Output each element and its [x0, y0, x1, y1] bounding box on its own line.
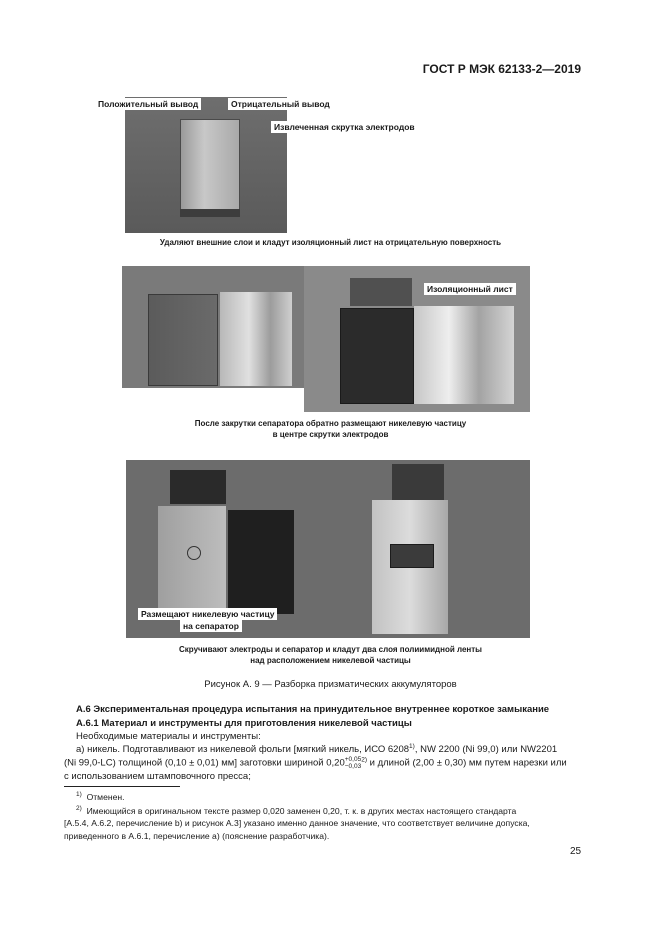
section-a6-heading: А.6 Экспериментальная процедура испытания на принудительное внутреннее короткое замыкание	[76, 704, 550, 715]
label-negative-terminal: Отрицательный вывод	[228, 98, 333, 110]
label-positive-terminal: Положительный вывод	[95, 98, 201, 110]
tolerance-plus: +0,05	[344, 756, 362, 763]
footnote-2-line1	[76, 805, 516, 816]
photo-roll-left	[122, 266, 304, 388]
photo2-caption-line2: в центре скрутки электродов	[272, 430, 389, 439]
tolerance	[345, 756, 361, 770]
item-a-line1-part2: , NW 2200 (Ni 99,0) или NW2201	[414, 744, 558, 756]
footnote-1-text: Отменен.	[86, 791, 125, 802]
dark-sheet	[148, 294, 218, 386]
roll-foil-right	[414, 306, 514, 404]
dark-insulation-sheet	[340, 308, 414, 404]
section-a61-heading: А.6.1 Материал и инструменты для приготовления никелевой частицы	[76, 718, 412, 729]
tab-top	[350, 278, 412, 306]
footnote-1-mark: 1)	[76, 791, 82, 798]
top-tab-right	[392, 464, 444, 504]
footnote-2-line3: приведенного в А.6.1, перечисление а) (пояснение разработчика).	[64, 831, 330, 841]
label-place-particle-line2: на сепаратор	[180, 620, 242, 632]
page-number: 25	[570, 846, 582, 857]
top-tab-dark	[170, 470, 226, 504]
item-a-line2-part1: (Ni 99,0-LC) толщиной (0,10 ± 0,01) мм] заготовки шириной 0,20	[64, 757, 345, 769]
label-insulation-sheet: Изоляционный лист	[424, 283, 516, 295]
footnote-separator	[64, 786, 180, 787]
item-a-line2	[64, 756, 567, 770]
tolerance-minus: −0,03	[344, 763, 362, 770]
electrode-roll-shape	[180, 119, 240, 217]
item-a-line3: с использованием штамповочного пресса;	[64, 771, 251, 782]
photo3-caption-line1: Скручивают электроды и сепаратор и кладут два слоя полиимидной ленты	[179, 645, 482, 654]
photo1-caption: Удаляют внешние слои и кладут изоляционный лист на отрицательную поверхность	[159, 238, 502, 247]
electrode-dark	[228, 510, 294, 614]
materials-intro: Необходимые материалы и инструменты:	[76, 731, 261, 742]
standard-header: ГОСТ Р МЭК 62133-2—2019	[422, 62, 581, 76]
footnote-2-text-line1: Имеющийся в оригинальном тексте размер 0,020 заменен 0,20, т. к. в других местах настоящего стандарта	[86, 805, 517, 816]
polyimide-tape	[390, 544, 434, 568]
photo2-caption-line1: После закрутки сепаратора обратно размещают никелевую частицу	[194, 419, 467, 428]
footnote-ref-1: 1)	[409, 743, 415, 750]
roll-foil-left	[220, 292, 292, 386]
separator-sheet	[158, 506, 226, 614]
label-place-particle-line1: Размещают никелевую частицу	[138, 608, 277, 620]
photo3-caption-line2: над расположением никелевой частицы	[250, 656, 411, 665]
figure-title: Рисунок А. 9 — Разборка призматических аккумуляторов	[204, 679, 457, 690]
item-a-line1-part1: а) никель. Подготавливают из никелевой фольги [мягкий никель, ИСО 6208	[76, 744, 410, 756]
particle-circle	[187, 546, 201, 560]
photo-cell-electrode-roll	[125, 97, 287, 233]
item-a-line2-part2: и длиной (2,00 ± 0,30) мм путем нарезки или	[366, 757, 567, 769]
footnote-2-line2: [А.5.4, А.6.2, перечисление b) и рисунок А.3] указано именно данное значение, что соответствует величине допуска,	[64, 818, 530, 828]
item-a-line1	[76, 743, 557, 755]
electrode-roll-base	[180, 209, 240, 217]
label-extracted-roll: Извлеченная скрутка электродов	[271, 121, 418, 133]
footnote-2-mark: 2)	[76, 805, 82, 812]
footnote-ref-2: 2)	[361, 756, 367, 764]
footnote-1	[76, 791, 125, 802]
